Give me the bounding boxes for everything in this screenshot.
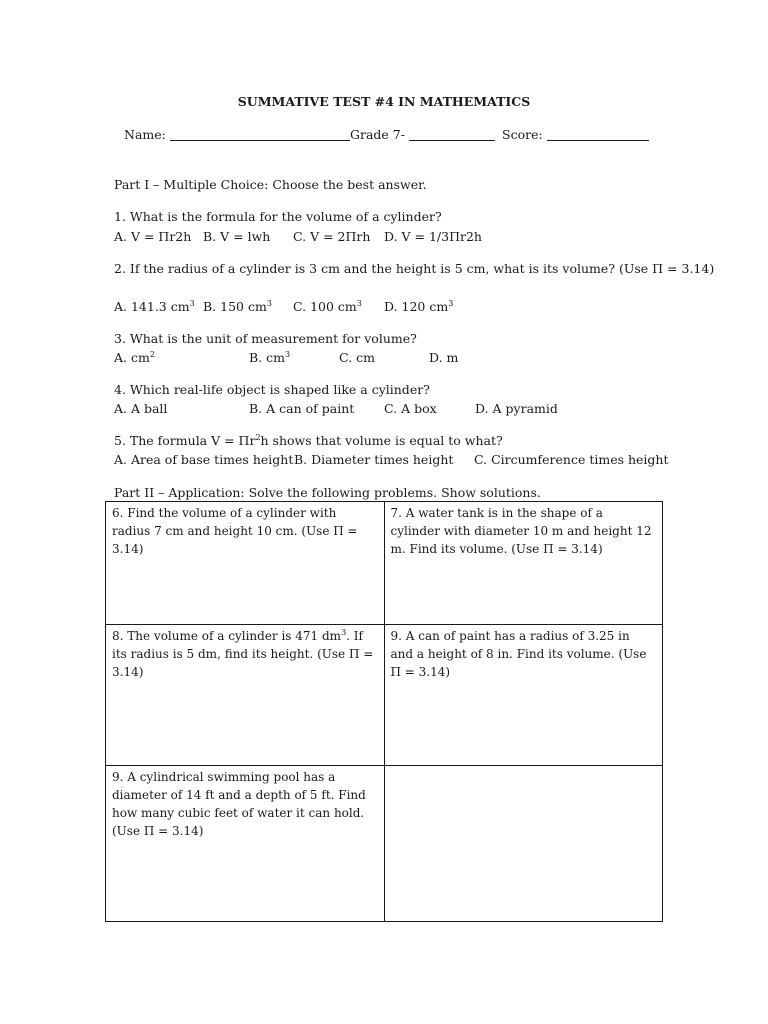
q4-option-b: B. A can of paint [249,401,355,416]
problem-9b-cell[interactable] [106,766,385,922]
q4-option-d: D. A pyramid [475,401,558,416]
question-1-text: 1. What is the formula for the volume of a cylinder? [114,209,442,224]
q2-option-d: D. 120 $cm^3$ [384,299,454,314]
q4-option-a: A. A ball [114,401,168,416]
q2-option-a: A. 141.3 $cm^3$ [114,299,195,314]
q1-option-d: D. V = 1/3Πr2h [384,229,482,244]
score-blank[interactable] [547,128,649,141]
grade-blank[interactable] [409,128,495,141]
grade-label: Grade 7- [350,127,405,142]
q2-option-b: B. 150 $cm^3$ [203,299,272,314]
q5-option-b: B. Diameter times height [294,452,454,467]
problem-7-cell[interactable] [384,502,663,625]
part2-heading: Part II – Application: Solve the following problems. Show solutions. [114,485,541,500]
q5-option-a: A. Area of base times height [114,452,294,467]
q3-option-b: B. $cm^3$ [249,350,291,365]
page-title: SUMMATIVE TEST #4 IN MATHEMATICS [237,94,531,109]
problems-table [105,501,663,922]
name-row [124,127,350,142]
q1-option-b: B. V = lwh [203,229,271,244]
problem-9a-text: 9. A can of paint has a radius of 3.25 in and a height of 8 in. Find its volume. (Use Π = 3.14) [390,629,647,679]
problem-7-text: 7. A water tank is in the shape of a cylinder with diameter 10 m and height 12 m. Find its volume. (Use Π = 3.14) [390,506,652,556]
q5-option-c: C. Circumference times height [474,452,669,467]
question-5-text: 5. The formula $V = \Pi r^2h$ shows that volume is equal to what? [114,433,503,448]
empty-cell[interactable] [384,766,663,922]
name-label: Name: [124,127,166,142]
problem-6-cell[interactable] [106,502,385,625]
part1-heading: Part I – Multiple Choice: Choose the best answer. [114,177,427,192]
q2-option-c: C. 100 $cm^3$ [293,299,362,314]
score-label: Score: [502,127,543,142]
q4-option-c: C. A box [384,401,437,416]
problem-8-cell[interactable] [106,625,385,766]
q3-option-a: A. $cm^2$ [114,350,155,365]
score-row [502,127,649,142]
problem-8-text: 8. The volume of a cylinder is 471 $dm^3$. If its radius is 5 dm, find its height. (Use Π = 3.14) [112,628,374,679]
q1-option-c: C. V = 2Πrh [293,229,371,244]
q1-option-a: A. V = Πr2h [114,229,192,244]
question-2-text: 2. If the radius of a cylinder is 3 cm and the height is 5 cm, what is its volume? (Use Π = 3.14) [114,261,715,276]
name-blank[interactable] [170,128,350,141]
q3-option-c: C. cm [339,350,375,365]
problem-9b-text: 9. A cylindrical swimming pool has a diameter of 14 ft and a depth of 5 ft. Find how many cubic feet of water it can hold. (Use Π = 3.14) [112,770,366,838]
question-3-text: 3. What is the unit of measurement for volume? [114,331,417,346]
q3-option-d: D. m [429,350,459,365]
problem-6-text: 6. Find the volume of a cylinder with radius 7 cm and height 10 cm. (Use Π = 3.14) [112,506,358,556]
grade-row [350,127,495,142]
problem-9a-cell[interactable] [384,625,663,766]
question-4-text: 4. Which real-life object is shaped like a cylinder? [114,382,430,397]
